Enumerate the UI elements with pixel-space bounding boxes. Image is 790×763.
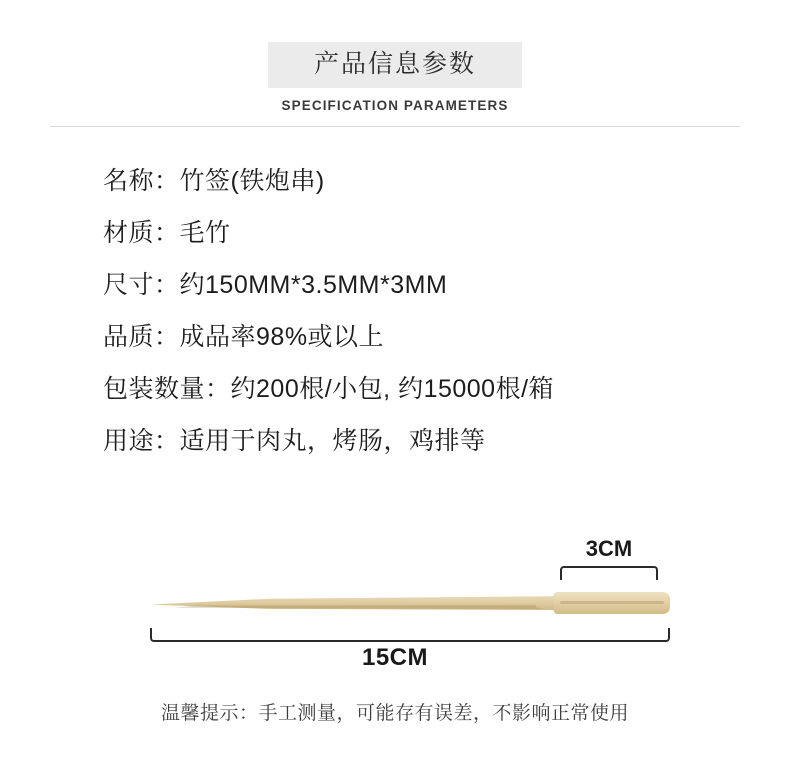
spec-row	[103, 155, 723, 207]
footer-note: 温馨提示：手工测量，可能存有误差，不影响正常使用	[160, 703, 629, 724]
page-title: 产品信息参数	[313, 50, 476, 78]
spec-label: 用途：	[103, 427, 180, 455]
spec-value: 约200根/小包, 约15000根/箱	[230, 375, 555, 403]
total-length-bracket	[150, 628, 670, 642]
header	[0, 42, 790, 113]
spec-row	[103, 259, 723, 311]
spec-row	[103, 415, 723, 467]
spec-value: 成品率98%或以上	[179, 323, 385, 351]
spec-value: 约150MM*3.5MM*3MM	[179, 271, 448, 299]
spec-row	[103, 207, 723, 259]
spec-value: 适用于肉丸，烤肠，鸡排等	[179, 427, 486, 455]
spec-label: 尺寸：	[103, 271, 180, 299]
handle-length-label: 3CM	[585, 536, 633, 561]
spec-row	[103, 311, 723, 363]
spec-label: 品质：	[103, 323, 180, 351]
spec-value: 毛竹	[179, 219, 231, 247]
page-title-band	[268, 42, 522, 88]
bamboo-skewer-image	[150, 582, 670, 622]
page-subtitle: SPECIFICATION PARAMETERS	[281, 98, 509, 113]
header-divider	[50, 126, 740, 127]
spec-value: 竹签(铁炮串)	[179, 167, 325, 195]
spec-row	[103, 363, 723, 415]
spec-label: 包装数量：	[103, 375, 231, 403]
skewer-handle-shading	[560, 601, 664, 604]
specification-list	[103, 155, 723, 467]
product-illustration	[0, 520, 790, 685]
spec-label: 名称：	[103, 167, 180, 195]
spec-label: 材质：	[103, 219, 180, 247]
total-length-label: 15CM	[361, 644, 429, 671]
handle-length-bracket	[560, 566, 658, 580]
